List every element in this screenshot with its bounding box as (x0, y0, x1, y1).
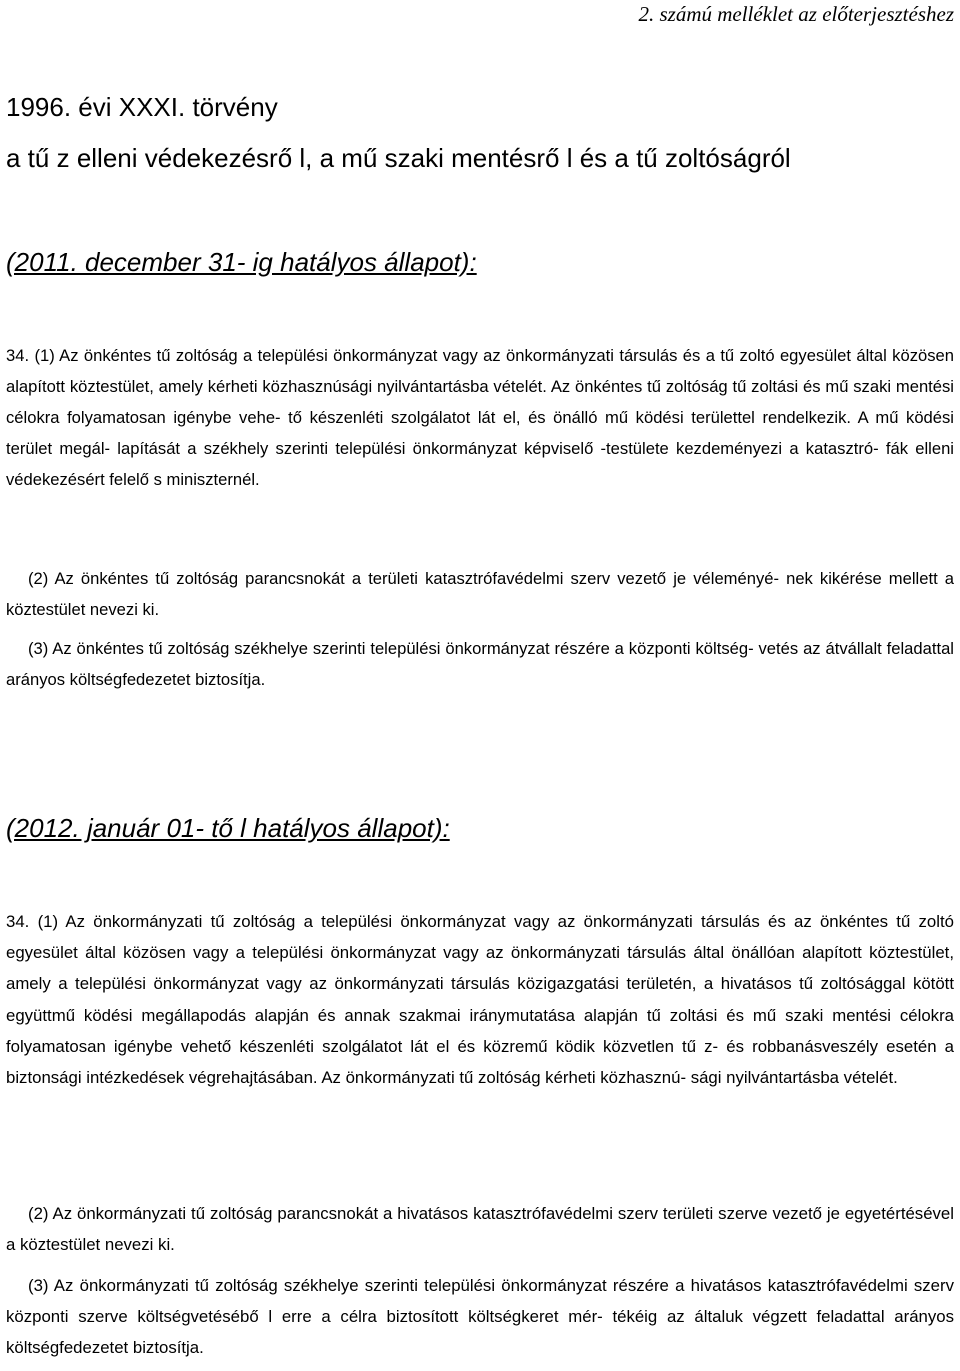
old-paragraph-2: (2) Az önkéntes tű zoltóság parancsnokát a területi katasztrófavédelmi szerv vezető je véleményé- nek kikérése mellett a köztestület nevezi ki. (6, 569, 954, 619)
new-state-heading: (2012. január 01- tő l hatályos állapot): (6, 813, 450, 843)
old-state-heading: (2011. december 31- ig hatályos állapot): (6, 247, 477, 277)
old-paragraph-3: (3) Az önkéntes tű zoltóság székhelye szerinti települési önkormányzat részére a központi költség- vetés az átvállalt feladattal arányos költségfedezetet biztosítja. (6, 639, 954, 689)
new-paragraph-3: (3) Az önkormányzati tű zoltóság székhelye szerinti települési önkormányzat részére a hivatásos katasztrófavédelmi szerv központi szerve költségvetésébő l erre a célra biztosított költségkeret mér- tékéig az általuk végzett feladattal arányos költségfedezetet biztosítja. (6, 1276, 954, 1358)
annex-label: 2. számú melléklet az előterjesztéshez (638, 2, 954, 26)
old-paragraph-1: 34. (1) Az önkéntes tű zoltóság a települési önkormányzat vagy az önkormányzati társulás és a tű zoltó egyesület által közösen alapított köztestület, amely kérheti közhasznúsági nyilvántartásba vételét. Az önkéntes tű zoltóság tű zoltási és mű szaki mentési célokra folyamatosan igénybe vehe- tő készenléti szolgálatot lát el, és önálló mű ködési területtel rendelkezik. A mű ködési terület megál- lapítását a székhely szerinti települési önkormányzat képviselő -testülete kezdeményezi a katasztró- fák elleni védekezésért felelő s miniszternél. (6, 346, 954, 489)
new-paragraph-2: (2) Az önkormányzati tű zoltóság parancsnokát a hivatásos katasztrófavédelmi szerv területi szerve vezető je egyetértésével a köztestület nevezi ki. (6, 1204, 954, 1255)
law-title-line-1: 1996. évi XXXI. törvény (6, 92, 278, 122)
law-title-line-2: a tű z elleni védekezésrő l, a mű szaki mentésrő l és a tű zoltóságról (6, 143, 791, 173)
new-paragraph-1: 34. (1) Az önkormányzati tű zoltóság a települési önkormányzat vagy az önkormányzati társulás és az önkéntes tű zoltó egyesület által közösen vagy a települési önkormányzat vagy az önkormányzati társulás által önállóan alapított köztestület, amely a települési önkormányzat vagy az önkormányzati társulás közigazgatási területén, a hivatásos tű zoltósággal kötött együttmű ködési megállapodás alapján és annak szakmai iránymutatása alapján tű zoltási és mű szaki mentési célokra folyamatosan igénybe vehető készenléti szolgálatot lát el és közremű ködik közvetlen tű z- és robbanásveszély esetén a biztonsági intézkedések végrehajtásában. Az önkormányzati tű zoltóság kérheti közhasznú- sági nyilvántartásba vételét. (6, 912, 954, 1088)
